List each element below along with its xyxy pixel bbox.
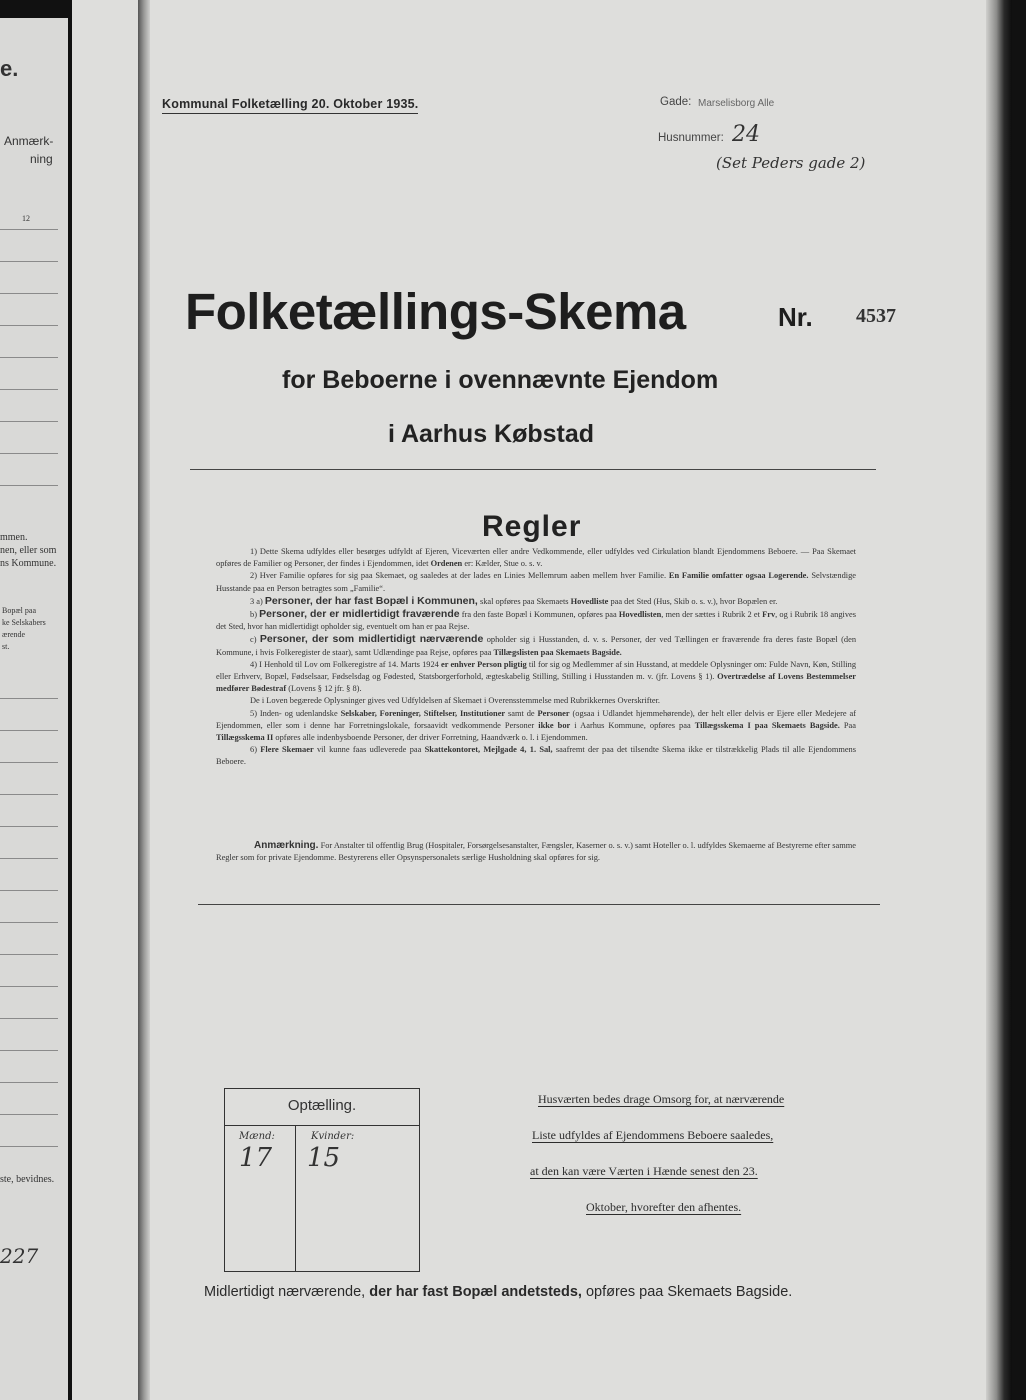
- street-label: Gade:: [660, 96, 692, 108]
- count-box: [224, 1088, 420, 1272]
- landlord-notice-line: Husværten bedes drage Omsorg for, at nærværende: [538, 1092, 785, 1106]
- title-divider: [190, 469, 876, 470]
- street-value: Marselisborg Alle: [698, 98, 775, 109]
- men-label: Mænd:: [239, 1131, 275, 1142]
- rule-4-note: De i Loven begærede Oplysninger gives ved Udfyldelsen af Skemaet i Overensstemmelse med Rubrikkernes Overskrifter.: [250, 696, 661, 706]
- page-gutter: [138, 0, 150, 1400]
- left-handwritten-number: 227: [0, 1244, 39, 1268]
- rules-body: [216, 546, 856, 769]
- rule-3c: c) Personer, der som midlertidigt nærværende opholder sig i Husstanden, d. v. s. Personer, der ved Tællingen er fraværende fra deres faste Bopæl (den Kommune, i hvis Folkeregister de staar), samt Udlændinge paa Rejse, opføres paa Tillægslisten paa Skemaets Bagside.: [216, 633, 857, 657]
- form-title: Folketællings-Skema: [185, 283, 686, 340]
- left-col-header: Anmærk-: [4, 134, 54, 148]
- rule-5: 5) Inden- og udenlandske Selskaber, Foreninger, Stiftelser, Institutioner samt de Personer (ogsaa i Udlandet hjemmehørende), der helt eller delvis er Ejere eller Medejere af Ejendommen, eller som i denne har Forretningslokale, forsaavidt vedkommende Personer ikke bor i Aarhus Kommune, opføres paa Tillægsskema I paa Skemaets Bagside. Paa Tillægsskema II opføres alle indenbysboende Personer, der driver Forretning, Haandværk o. l. i Ejendommen.: [216, 708, 857, 743]
- note-text: For Anstalter til offentlig Brug (Hospitaler, Forsørgelsesanstalter, Fængsler, Kaserner o. s. v.) samt Hoteller o. l. udfyldes Skemaerne af Bestyrerne efter samme Regler som for private Ejendomme. Bestyrerens eller Opsynspersonalets særlige Husholdning skal opføres for sig.: [216, 841, 856, 863]
- left-note-line: st.: [2, 642, 10, 651]
- house-number-note: (Set Peders gade 2): [716, 154, 866, 172]
- rule-6: 6) Flere Skemaer vil kunne faas udleverede paa Skattekontoret, Mejlgade 4, 1. Sal, saafremt der paa det tilsendte Skema ikke er tilstrækkelig Plads til alle Ejendommens Beboere.: [216, 745, 857, 767]
- rules-heading: Regler: [482, 510, 582, 543]
- men-count: 17: [239, 1143, 273, 1173]
- census-header-title: Kommunal Folketælling 20. Oktober 1935.: [162, 97, 418, 114]
- left-note-line: ærende: [2, 630, 26, 639]
- left-note-line: nen, eller som: [0, 545, 57, 556]
- landlord-notice-line: Liste udfyldes af Ejendommens Beboere saaledes,: [532, 1128, 774, 1142]
- left-footer-text: ste, bevidnes.: [0, 1174, 55, 1185]
- footer-instruction: Midlertidigt nærværende, der har fast Bopæl andetsteds, opføres paa Skemaets Bagside.: [204, 1284, 793, 1300]
- page-edge: [986, 0, 1012, 1400]
- form-location: i Aarhus Købstad: [388, 420, 595, 448]
- landlord-notice-line: Oktober, hvorefter den afhentes.: [586, 1200, 742, 1214]
- left-col-header-2: ning: [30, 152, 53, 166]
- note-divider: [198, 904, 880, 905]
- rule-3a: 3 a) Personer, der har fast Bopæl i Kommunen, skal opføres paa Skemaets Hovedliste paa det Sted (Hus, Skib o. s. v.), hvor Bopælen er.: [250, 594, 778, 607]
- count-box-title: Optælling.: [287, 1097, 357, 1114]
- left-page-header: e.: [0, 56, 19, 81]
- women-count: 15: [307, 1143, 341, 1173]
- census-form-page: [72, 0, 1012, 1400]
- left-note-line: Bopæl paa: [2, 606, 36, 615]
- rule-3b: b) Personer, der er midlertidigt fraværende fra den faste Bopæl i Kommunen, opføres paa Hovedlisten, men der sættes i Rubrik 2 et Frv, og i Rubrik 18 angives det Sted, hvor han midlertidigt opholder sig, eventuelt om han er paa Rejse.: [216, 608, 856, 632]
- women-label: Kvinder:: [311, 1131, 355, 1142]
- left-note-line: mmen.: [0, 532, 28, 543]
- house-number-value: 24: [732, 122, 760, 147]
- house-number-label: Husnummer:: [658, 132, 724, 144]
- form-subtitle: for Beboerne i ovennævnte Ejendom: [282, 366, 719, 394]
- form-number-label: Nr.: [778, 302, 813, 332]
- previous-page-strip: [0, 18, 68, 1400]
- form-number-value: 4537: [856, 305, 896, 327]
- rule-4: 4) I Henhold til Lov om Folkeregistre af 14. Marts 1924 er enhver Person pligtig til for sig og Medlemmer af sin Husstand, at meddele Oplysninger om: Fulde Navn, Køn, Stilling eller Erhverv, Bopæl, Fødselsaar, Fødselsdag og Fødested, Statsborgerforhold, ægteskabelig Stilling, Stilling i Husstanden m. v. (jfr. Lovens § 1). Overtrædelse af Lovens Bestemmelser medfører Bødestraf (Lovens § 12 jfr. § 8).: [216, 659, 857, 694]
- left-col-number: 12: [22, 214, 30, 223]
- landlord-notice-line: at den kan være Værten i Hænde senest den 23.: [530, 1164, 758, 1178]
- institution-note: [216, 840, 856, 864]
- left-note-line: ns Kommune.: [0, 558, 57, 569]
- note-label: Anmærkning.: [254, 840, 319, 851]
- left-note-line: ke Selskabers: [2, 618, 46, 627]
- rule-1: 1) Dette Skema udfyldes eller besørges udfyldt af Ejeren, Viceværten eller andre Vedkommende, eller udfyldes ved Cirkulation blandt Ejendommens Beboere. — Paa Skemaet opføres de Familier og Personer, der findes i Ejendommen, idet Ordenen er: Kælder, Stue o. s. v.: [216, 547, 856, 569]
- rule-2: 2) Hver Familie opføres for sig paa Skemaet, og saaledes at der lades en Linies Mellemrum aaben mellem hver Familie. En Familie omfatter ogsaa Logerende. Selvstændige Husstande paa en Person betragtes som „Familie“.: [216, 571, 856, 593]
